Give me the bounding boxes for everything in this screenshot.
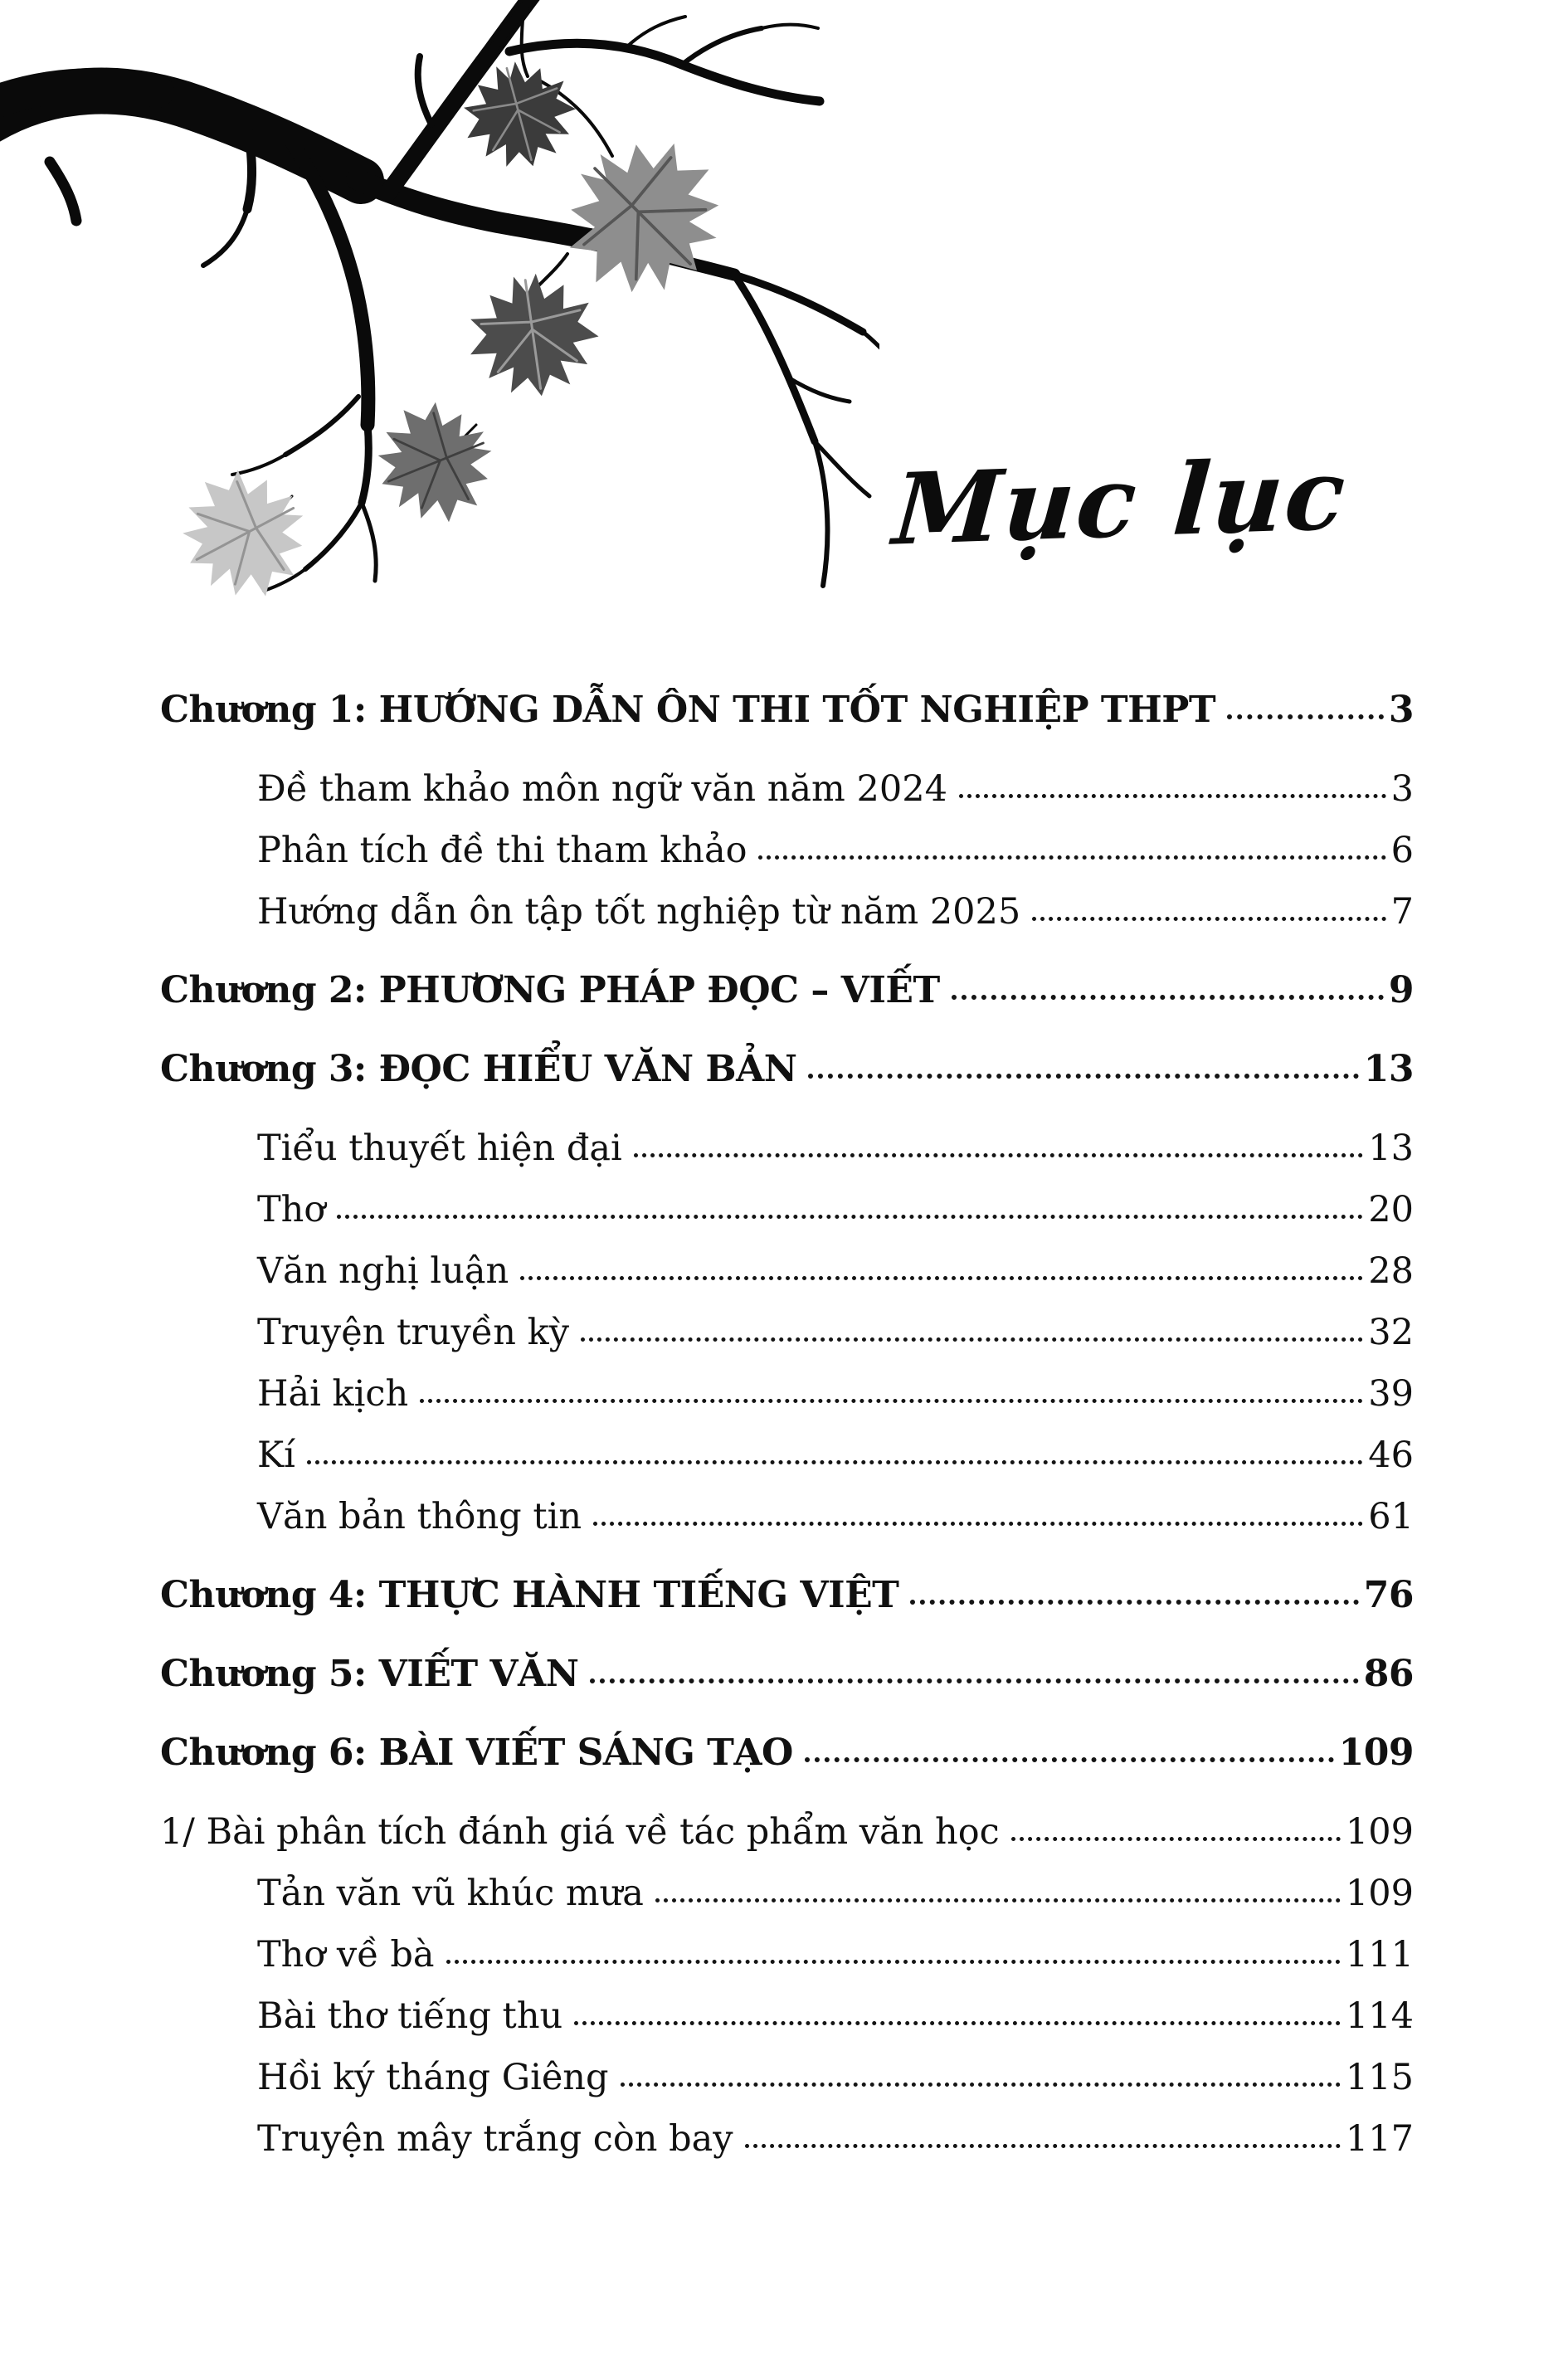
toc-page-number: 109 bbox=[1345, 1811, 1414, 1853]
toc-leader-dots bbox=[758, 855, 1385, 860]
toc-page-number: 7 bbox=[1390, 891, 1414, 933]
toc-page-number: 46 bbox=[1368, 1435, 1414, 1476]
toc-page-number: 86 bbox=[1363, 1653, 1414, 1695]
toc-page-number: 39 bbox=[1368, 1373, 1414, 1415]
toc-entry-label: Chương 2: PHƯƠNG PHÁP ĐỌC – VIẾT bbox=[160, 969, 940, 1011]
toc-row bbox=[160, 1363, 1414, 1425]
toc-row bbox=[160, 1302, 1414, 1363]
page-title: Mục lục bbox=[889, 436, 1351, 568]
toc-entry-label: Tiểu thuyết hiện đại bbox=[257, 1128, 622, 1169]
toc-leader-dots bbox=[1011, 1837, 1341, 1841]
toc-row bbox=[160, 960, 1414, 1021]
toc-page-number: 114 bbox=[1345, 1995, 1414, 2037]
toc-leader-dots bbox=[574, 2021, 1341, 2025]
toc-row bbox=[160, 881, 1414, 943]
toc-row bbox=[160, 1425, 1414, 1486]
toc-leader-dots bbox=[520, 1276, 1363, 1280]
toc-page-number: 61 bbox=[1368, 1496, 1414, 1537]
toc-entry-label: Văn bản thông tin bbox=[257, 1496, 582, 1537]
toc-entry-label: Truyện mây trắng còn bay bbox=[257, 2118, 733, 2160]
toc-row bbox=[160, 1644, 1414, 1705]
toc-entry-label: Hướng dẫn ôn tập tốt nghiệp từ năm 2025 bbox=[257, 891, 1021, 933]
toc-page-number: 76 bbox=[1363, 1574, 1414, 1616]
toc-page-number: 3 bbox=[1388, 689, 1414, 731]
toc-row bbox=[160, 1486, 1414, 1547]
toc-list bbox=[160, 662, 1414, 2170]
toc-page-number: 115 bbox=[1345, 2057, 1414, 2098]
toc-row bbox=[160, 2047, 1414, 2108]
toc-page-number: 9 bbox=[1388, 969, 1414, 1011]
toc-row bbox=[160, 820, 1414, 881]
toc-row bbox=[160, 1924, 1414, 1985]
toc-leader-dots bbox=[959, 794, 1386, 798]
toc-page-number: 109 bbox=[1345, 1873, 1414, 1914]
autumn-branch-with-maple-leaves-icon bbox=[0, 0, 879, 655]
toc-entry-label: Truyện truyền kỳ bbox=[257, 1312, 570, 1353]
toc-leader-dots bbox=[593, 1522, 1363, 1526]
toc-leader-dots bbox=[581, 1337, 1363, 1342]
toc-page-number: 117 bbox=[1345, 2118, 1414, 2160]
toc-row bbox=[160, 1722, 1414, 1784]
toc-leader-dots bbox=[307, 1460, 1363, 1464]
toc-page-number: 109 bbox=[1338, 1732, 1414, 1774]
toc-page-number: 3 bbox=[1390, 768, 1414, 810]
toc-entry-label: Chương 6: BÀI VIẾT SÁNG TẠO bbox=[160, 1732, 793, 1774]
toc-leader-dots bbox=[1032, 917, 1385, 921]
toc-entry-label: Chương 3: ĐỌC HIỂU VĂN BẢN bbox=[160, 1048, 797, 1090]
toc-entry-label: Phân tích đề thi tham khảo bbox=[257, 830, 747, 871]
toc-entry-label: Đề tham khảo môn ngữ văn năm 2024 bbox=[257, 768, 947, 810]
toc-entry-label: Văn nghị luận bbox=[257, 1250, 509, 1292]
toc-entry-label: Chương 5: VIẾT VĂN bbox=[160, 1653, 579, 1695]
toc-row bbox=[160, 758, 1414, 820]
toc-entry-label: 1/ Bài phân tích đánh giá về tác phẩm văn học bbox=[160, 1811, 1000, 1853]
toc-row bbox=[160, 1985, 1414, 2047]
toc-leader-dots bbox=[420, 1399, 1363, 1403]
toc-leader-dots bbox=[805, 1757, 1334, 1762]
toc-entry-label: Bài thơ tiếng thu bbox=[257, 1995, 563, 2037]
toc-entry-label: Hồi ký tháng Giêng bbox=[257, 2057, 609, 2098]
toc-entry-label: Hải kịch bbox=[257, 1373, 409, 1415]
toc-page-number: 13 bbox=[1368, 1128, 1414, 1169]
toc-row bbox=[160, 1863, 1414, 1924]
toc-entry-label: Tản văn vũ khúc mưa bbox=[257, 1873, 644, 1914]
toc-row bbox=[160, 1565, 1414, 1626]
toc-leader-dots bbox=[634, 1153, 1363, 1157]
toc-leader-dots bbox=[621, 2083, 1341, 2087]
toc-entry-label: Chương 4: THỰC HÀNH TIẾNG VIỆT bbox=[160, 1574, 899, 1616]
toc-page-number: 111 bbox=[1345, 1934, 1414, 1975]
toc-leader-dots bbox=[808, 1074, 1358, 1079]
toc-entry-label: Thơ về bà bbox=[257, 1934, 435, 1975]
toc-row bbox=[160, 1179, 1414, 1240]
toc-leader-dots bbox=[1227, 714, 1384, 719]
toc-page-number: 20 bbox=[1368, 1189, 1414, 1230]
toc-row bbox=[160, 1039, 1414, 1100]
toc-row bbox=[160, 2108, 1414, 2170]
toc-page-number: 6 bbox=[1390, 830, 1414, 871]
toc-entry-label: Chương 1: HƯỚNG DẪN ÔN THI TỐT NGHIỆP THPT bbox=[160, 689, 1216, 731]
toc-row bbox=[160, 1240, 1414, 1302]
toc-leader-dots bbox=[910, 1600, 1358, 1605]
toc-entry-label: Kí bbox=[257, 1435, 295, 1476]
toc-page-number: 13 bbox=[1363, 1048, 1414, 1090]
toc-leader-dots bbox=[337, 1215, 1363, 1219]
toc-leader-dots bbox=[745, 2144, 1341, 2148]
toc-row bbox=[160, 1801, 1414, 1863]
toc-leader-dots bbox=[446, 1960, 1341, 1964]
toc-leader-dots bbox=[590, 1678, 1358, 1683]
toc-page-number: 28 bbox=[1368, 1250, 1414, 1292]
toc-entry-label: Thơ bbox=[257, 1189, 326, 1230]
toc-leader-dots bbox=[655, 1898, 1341, 1902]
toc-leader-dots bbox=[952, 995, 1384, 1000]
toc-row bbox=[160, 1118, 1414, 1179]
toc-page-number: 32 bbox=[1368, 1312, 1414, 1353]
toc-row bbox=[160, 680, 1414, 741]
